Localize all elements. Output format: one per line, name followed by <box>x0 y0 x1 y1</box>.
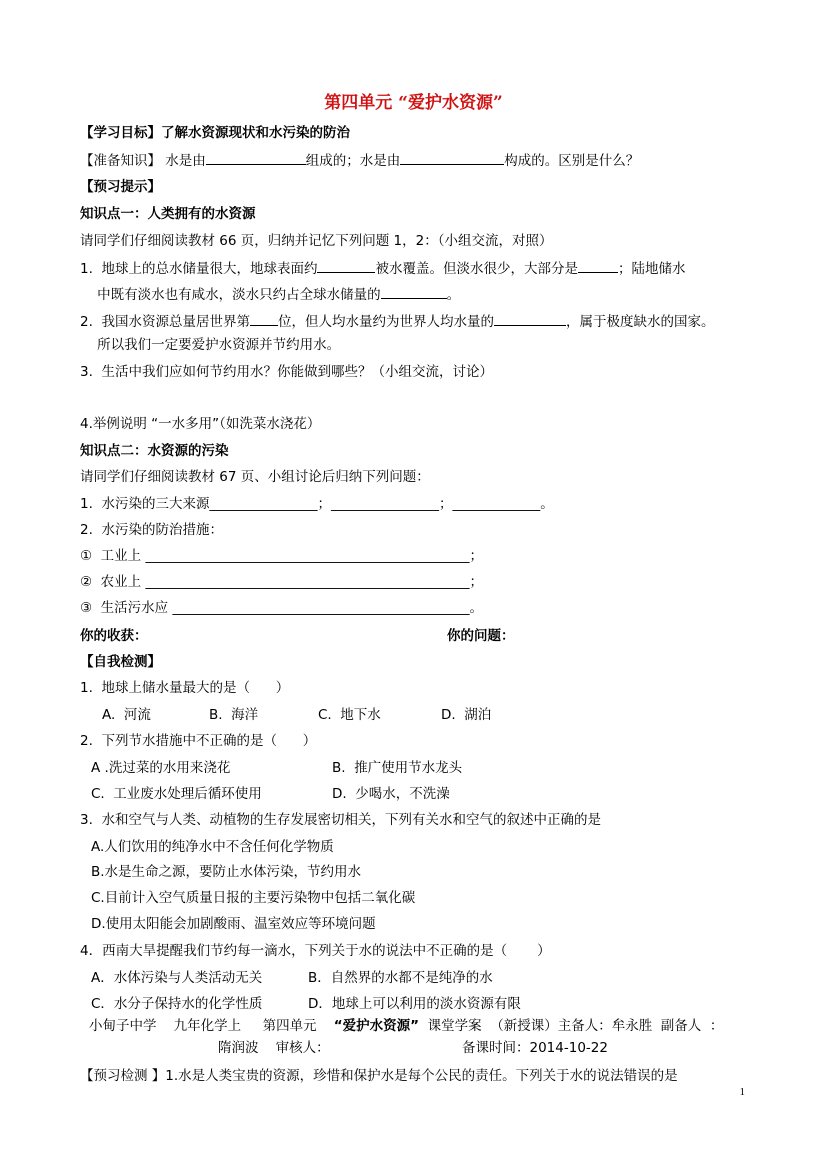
test-q1-option-c: C. 地下水 <box>318 707 381 723</box>
prep-text-3: 构成的。区别是什么？ <box>504 153 640 169</box>
answer-blank <box>578 258 618 273</box>
q2-text-a: 2. 我国水资源总量居世界第 <box>80 314 250 330</box>
answer-blank <box>381 284 447 299</box>
test-q2-option-b: B. 推广使用节水龙头 <box>332 760 463 776</box>
answer-blank <box>400 150 504 165</box>
kp1-q2 <box>80 311 714 332</box>
test-q1-option-d: D. 湖泊 <box>441 707 492 723</box>
test-q4-option-b: B．自然界的水都不是纯净的水 <box>308 970 493 986</box>
footer-date: 备课时间：2014-10-22 <box>462 1040 608 1056</box>
kp1-q2-cont: 所以我们一定要爱护水资源并节约用水。 <box>80 337 341 353</box>
q2-text-b: 位，但人均水量约为世界人均水量的 <box>277 314 494 330</box>
kp1-q1-cont <box>80 284 460 305</box>
kp2-q2: 2. 水污染的防治措施： <box>80 522 223 538</box>
prep-text-2: 组成的；水是由 <box>305 153 401 169</box>
footer-unit-title: “爱护水资源” <box>333 1018 420 1034</box>
test-q2-option-d: D. 少喝水，不洗澡 <box>332 786 450 802</box>
kp1-q4: 4.举例说明 “一水多用”（如洗菜水浇花） <box>80 416 321 432</box>
prep-knowledge <box>80 150 639 171</box>
kp1-q3: 3. 生活中我们应如何节约用水？你能做到哪些？（小组交流，讨论） <box>80 364 493 380</box>
q1-text-d: 中既有淡水也有咸水，淡水只约占全球水储量的 <box>80 287 381 303</box>
learning-goal <box>80 123 350 143</box>
prep-text-1: 水是由 <box>161 153 206 169</box>
q1-text-e: 。 <box>446 287 461 303</box>
prep-tag: 【准备知识】 <box>80 153 161 169</box>
test-q4-option-a: A．水体污染与人类活动无关 <box>91 970 263 986</box>
kp2-intro: 请同学们仔细阅读教材 67 页、小组讨论后归纳下列问题： <box>80 469 430 485</box>
kp1-q1 <box>80 258 685 279</box>
q1-text-a: 1. 地球上的总水储量很大，地球表面约 <box>80 261 318 277</box>
test-q2-option-a: A .洗过菜的水用来浇花 <box>91 760 231 776</box>
footer-preparers: 课堂学案 （新授课）主备人：牟永胜 副备人 ： <box>419 1018 724 1034</box>
test-q1-option-a: A. 河流 <box>102 707 151 723</box>
test-q4-option-d: D．地球上可以利用的淡水资源有限 <box>308 996 521 1012</box>
answer-blank <box>494 311 566 326</box>
answer-blank <box>317 258 375 273</box>
kp1-heading: 知识点一：人类拥有的水资源 <box>80 206 256 222</box>
test-q4: 4．西南大旱提醒我们节约每一滴水，下列关于水的说法中不正确的是（ ） <box>80 943 551 959</box>
footer-line-1 <box>89 1016 723 1036</box>
test-q3-option-b: B.水是生命之源，要防止水体污染，节约用水 <box>91 864 362 880</box>
answer-blank <box>250 311 278 326</box>
footer-school-info: 小甸子中学 九年化学上 第四单元 <box>89 1018 334 1034</box>
q1-text-b: 被水覆盖。但淡水很少，大部分是 <box>375 261 578 277</box>
kp2-measure-3: ③ 生活污水应 ____________________________________________。 <box>80 600 483 616</box>
preview-check-tag: 【预习检测 】 <box>80 1068 166 1084</box>
test-q3-option-d: D.使用太阳能会加剧酸雨、温室效应等环境问题 <box>91 916 376 932</box>
q1-text-c: ；陆地储水 <box>617 261 686 277</box>
test-q4-option-c: C．水分子保持水的化学性质 <box>91 996 263 1012</box>
preview-tag: 【预习提示】 <box>80 179 161 195</box>
goal-tag: 【学习目标】 <box>80 125 161 141</box>
preview-check <box>80 1066 678 1086</box>
test-q1-option-b: B. 海洋 <box>209 707 259 723</box>
document-title: 第四单元 “爱护水资源” <box>324 93 503 113</box>
your-harvest: 你的收获： <box>80 628 148 644</box>
q2-text-c: ，属于极度缺水的国家。 <box>565 314 715 330</box>
test-q3-option-c: C.目前计入空气质量日报的主要污染物中包括二氧化碳 <box>91 890 416 906</box>
goal-text: 了解水资源现状和水污染的防治 <box>161 125 350 141</box>
self-test-tag: 【自我检测】 <box>80 654 161 670</box>
test-q3: 3. 水和空气与人类、动植物的生存发展密切相关，下列有关水和空气的叙述中正确的是 <box>80 812 601 828</box>
test-q3-option-a: A.人们饮用的纯净水中不含任何化学物质 <box>91 839 334 855</box>
preview-check-text: 1.水是人类宝贵的资源，珍惜和保护水是每个公民的责任。下列关于水的说法错误的是 <box>165 1068 678 1084</box>
kp1-intro: 请同学们仔细阅读教材 66 页，归纳并记忆下列问题 1，2：（小组交流，对照） <box>80 233 553 249</box>
test-q1: 1. 地球上储水量最大的是（ ） <box>80 680 290 696</box>
kp2-heading: 知识点二：水资源的污染 <box>80 443 229 459</box>
answer-blank <box>206 150 306 165</box>
page-number: 1 <box>739 1086 745 1098</box>
test-q2: 2. 下列节水措施中不正确的是（ ） <box>80 733 317 749</box>
your-questions: 你的问题： <box>447 628 515 644</box>
kp2-measure-2: ② 农业上 ________________________________________________； <box>80 574 483 590</box>
kp2-measure-1: ① 工业上 ________________________________________________； <box>80 548 483 564</box>
kp2-q1: 1. 水污染的三大来源________________；________________；_____________。 <box>80 496 554 512</box>
test-q2-option-c: C. 工业废水处理后循环使用 <box>91 786 262 802</box>
footer-reviewer: 隋润波 审核人： <box>218 1040 330 1056</box>
